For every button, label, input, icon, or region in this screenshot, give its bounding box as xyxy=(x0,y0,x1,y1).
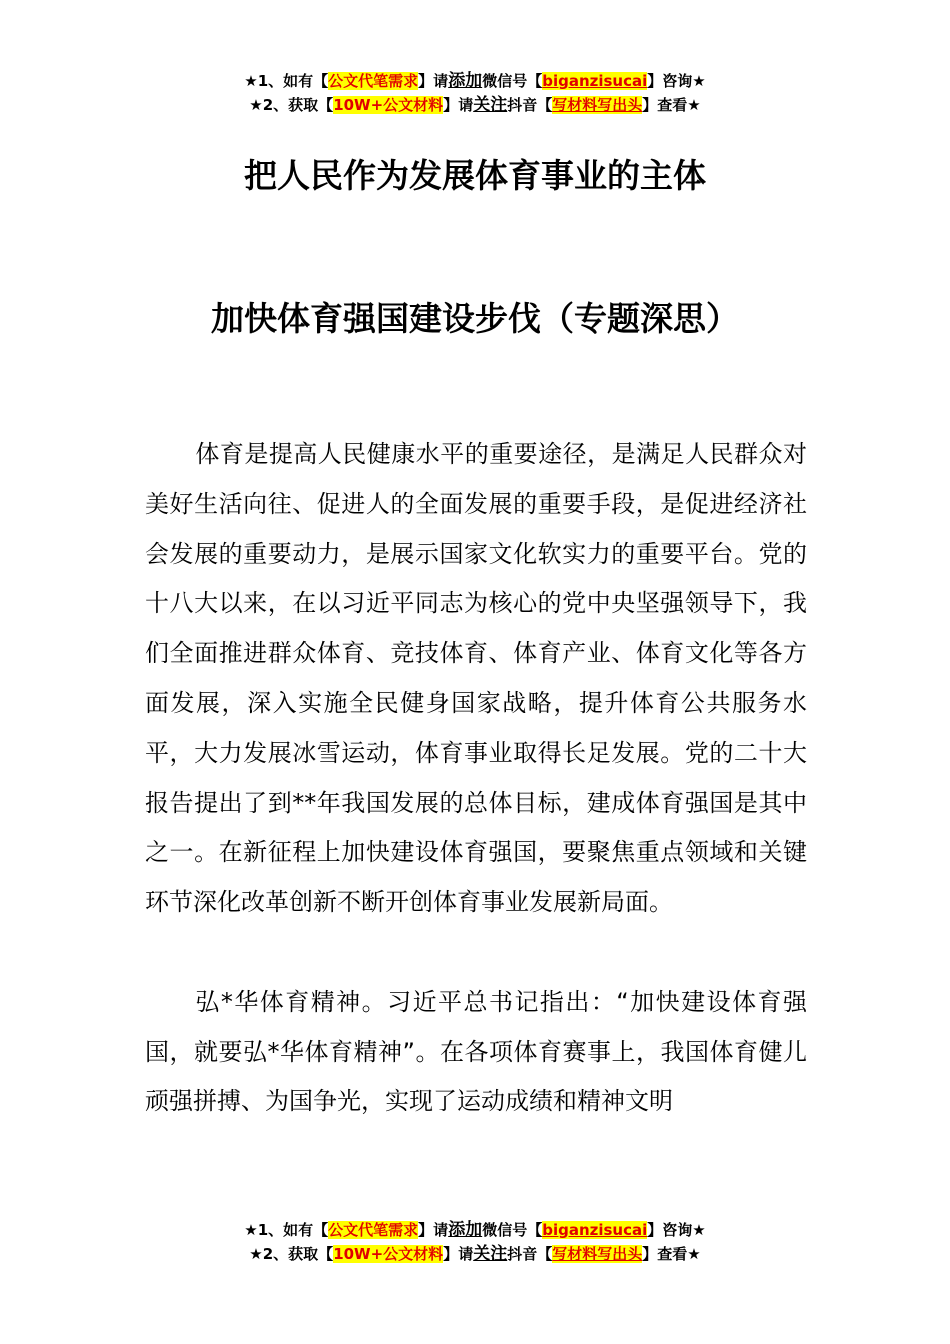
text: 抖音【 xyxy=(507,1245,553,1263)
wechat-id: biganzisucai xyxy=(542,1221,648,1239)
text: 】咨询★ xyxy=(647,1221,706,1239)
title-line-1: 把人民作为发展体育事业的主体 xyxy=(244,156,706,195)
text: 】查看★ xyxy=(642,96,701,114)
underlined-text: 添加 xyxy=(448,71,483,91)
body-text xyxy=(145,430,807,1127)
highlight: 公文代笔需求 xyxy=(328,72,419,90)
text: 微信号【 xyxy=(482,72,543,90)
text: 抖音【 xyxy=(507,96,553,114)
text: 】咨询★ xyxy=(647,72,706,90)
text: ★1、如有【 xyxy=(244,72,329,90)
paragraph: 体育是提高人民健康水平的重要途径，是满足人民群众对美好生活向往、促进人的全面发展的重要手段，是促进经济社会发展的重要动力，是展示国家文化软实力的重要平台。党的十八大以来，在以习近平同志为核心的党中央坚强领导下，我们全面推进群众体育、竞技体育、体育产业、体育文化等各方面发展，深入实施全民健身国家战略，提升体育公共服务水平，大力发展冰雪运动，体育事业取得长足发展。党的二十大报告提出了到**年我国发展的总体目标，建成体育强国是其中之一。在新征程上加快建设体育强国，要聚焦重点领域和关键环节深化改革创新不断开创体育事业发展新局面。 xyxy=(145,440,807,917)
douyin-id: 写材料写出头 xyxy=(552,1245,643,1263)
text: 微信号【 xyxy=(482,1221,543,1239)
text: ★2、获取【 xyxy=(249,1245,334,1263)
text: 】请 xyxy=(443,96,474,114)
banner-line-2 xyxy=(0,1242,950,1266)
text: 】查看★ xyxy=(642,1245,701,1263)
underlined-text: 关注 xyxy=(473,95,508,115)
underlined-text: 关注 xyxy=(473,1244,508,1264)
paragraph: 弘*华体育精神。习近平总书记指出：“加快建设体育强国，就要弘*华体育精神”。在各项体育赛事上，我国体育健儿顽强拼搏、为国争光，实现了运动成绩和精神文明 xyxy=(145,987,807,1116)
text: ★1、如有【 xyxy=(244,1221,329,1239)
banner-line-1 xyxy=(0,69,950,93)
wechat-id: biganzisucai xyxy=(542,72,648,90)
footer-banner xyxy=(0,1218,950,1266)
highlight: 公文代笔需求 xyxy=(328,1221,419,1239)
underlined-text: 添加 xyxy=(448,1220,483,1240)
title-line-2: 加快体育强国建设步伐（专题深思） xyxy=(211,299,739,338)
text: ★2、获取【 xyxy=(249,96,334,114)
text: 】请 xyxy=(418,1221,449,1239)
banner-line-1 xyxy=(0,1218,950,1242)
highlight: 10W+公文材料 xyxy=(333,1245,444,1263)
header-banner xyxy=(0,69,950,117)
highlight: 10W+公文材料 xyxy=(333,96,444,114)
text: 】请 xyxy=(418,72,449,90)
douyin-id: 写材料写出头 xyxy=(552,96,643,114)
banner-line-2 xyxy=(0,93,950,117)
text: 】请 xyxy=(443,1245,474,1263)
